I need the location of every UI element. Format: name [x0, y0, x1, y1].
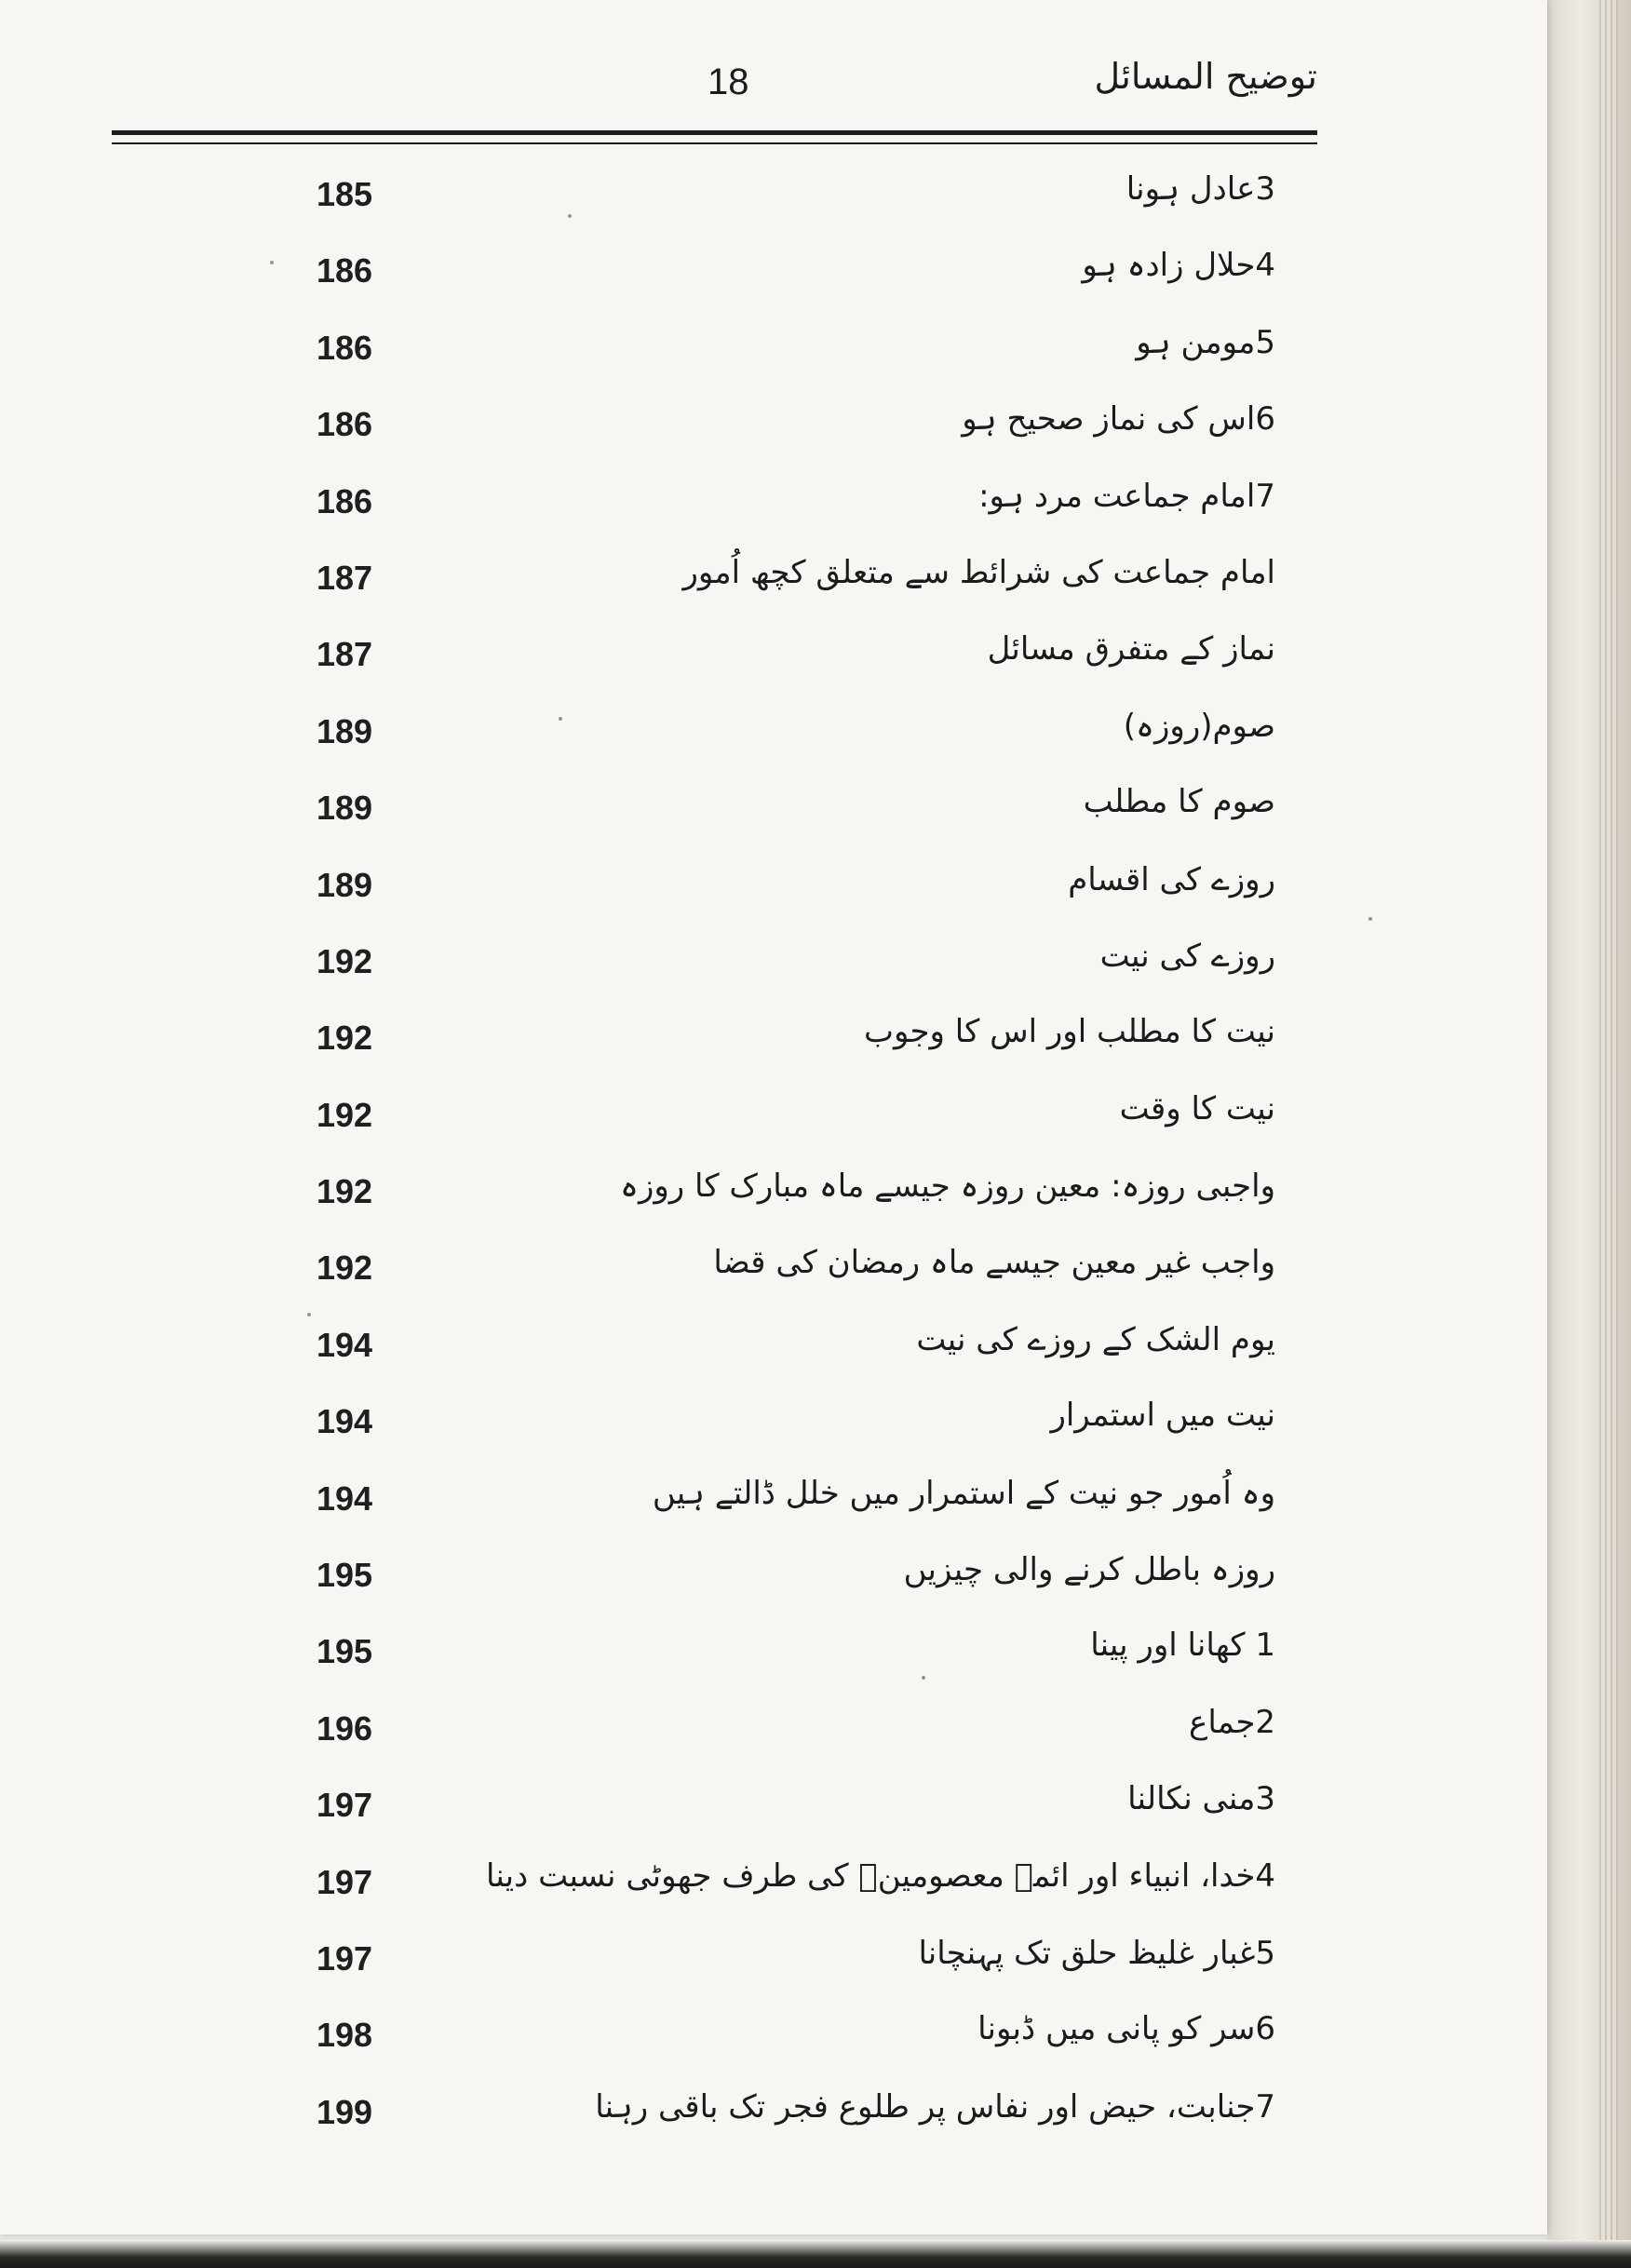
header-rule-thick [112, 130, 1317, 135]
toc-entry-page-number: 189 [317, 865, 373, 904]
toc-entry [317, 1930, 1275, 2006]
scan-speck [270, 261, 274, 264]
toc-entry [317, 396, 1275, 472]
toc-entry-page-number: 194 [317, 1402, 373, 1441]
toc-entry-page-number: 197 [317, 1862, 373, 1901]
toc-entry [317, 1009, 1275, 1086]
toc-entry-title: 2جماع [1189, 1703, 1275, 1741]
toc-entry [317, 242, 1275, 318]
toc-entry-title: 5مومن ہو [1136, 323, 1275, 361]
scan-speck [922, 1676, 925, 1680]
toc-entry-page-number: 192 [317, 1019, 373, 1058]
toc-entry-page-number: 189 [317, 789, 373, 828]
toc-entry [317, 626, 1275, 702]
toc-entry-title: روزہ باطل کرنے والی چیزیں [903, 1551, 1275, 1589]
toc-entry [317, 1239, 1275, 1316]
toc-entry-page-number: 195 [317, 1632, 373, 1671]
toc-entry-page-number: 197 [317, 1938, 373, 1978]
toc-entry [317, 1700, 1275, 1776]
toc-entry [317, 1470, 1275, 1546]
toc-entry-title: نیت میں استمرار [1050, 1397, 1275, 1435]
toc-entry-page-number: 199 [317, 2092, 373, 2131]
toc-entry-page-number: 197 [317, 1786, 373, 1825]
toc-entry [317, 933, 1275, 1009]
toc-entry-title: 3عادل ہونا [1126, 170, 1275, 208]
toc-entry-title: نیت کا وقت [1119, 1089, 1275, 1127]
toc-entry-title: روزے کی نیت [1099, 937, 1275, 975]
toc-entry-title: وہ اُمور جو نیت کے استمرار میں خلل ڈالتے ہیں [652, 1474, 1275, 1512]
toc-entry-title: 4حلال زادہ ہو [1082, 247, 1275, 285]
toc-entry-page-number: 192 [317, 1249, 373, 1288]
toc-entry [317, 319, 1275, 396]
toc-entry-title: 6سر کو پانی میں ڈبونا [977, 2010, 1275, 2048]
toc-entry-page-number: 192 [317, 1095, 373, 1134]
toc-entry [317, 1776, 1275, 1853]
toc-entry-page-number: 186 [317, 328, 373, 367]
page-header [112, 56, 1317, 112]
scan-bottom-edge [0, 2240, 1631, 2268]
toc-entry-title: امام جماعت کی شرائط سے متعلق کچھ اُمور [682, 553, 1275, 591]
toc-entry [317, 1393, 1275, 1469]
header-rule-thin [112, 142, 1317, 144]
scan-speck [559, 717, 562, 721]
toc-entry-title: 4خدا، انبیاء اور ائمہ معصومینؑ کی طرف جھوٹی نسبت دینا [486, 1856, 1275, 1895]
running-title: توضیح المسائل [1094, 56, 1317, 97]
toc-entry-page-number: 194 [317, 1325, 373, 1364]
toc-entry [317, 1087, 1275, 1163]
toc-entry [317, 2006, 1275, 2083]
toc-entry-page-number: 186 [317, 405, 373, 444]
toc-entry-title: 5غبار غلیظ حلق تک پہنچانا [918, 1934, 1275, 1972]
toc-entry-page-number: 192 [317, 941, 373, 980]
toc-entry-page-number: 196 [317, 1708, 373, 1748]
book-edge [1547, 0, 1631, 2268]
toc-entry-page-number: 192 [317, 1172, 373, 1211]
toc-entry-page-number: 186 [317, 251, 373, 290]
toc-entry [317, 1316, 1275, 1393]
scan-speck [568, 214, 572, 218]
scan-speck [307, 1313, 311, 1316]
toc-entry [317, 1623, 1275, 1699]
page-number: 18 [708, 61, 749, 102]
toc-entry [317, 1854, 1275, 1930]
toc-entry-title: واجب غیر معین جیسے ماہ رمضان کی قضا [713, 1244, 1275, 1282]
toc-entry-page-number: 185 [317, 175, 373, 213]
toc-entry [317, 1163, 1275, 1239]
toc-entry [317, 473, 1275, 549]
page-stack-edge [1599, 0, 1618, 2268]
toc-entry-title: روزے کی اقسام [1068, 860, 1275, 898]
toc-entry-page-number: 194 [317, 1478, 373, 1518]
table-of-contents [317, 166, 1275, 2160]
toc-entry-title: نماز کے متفرق مسائل [987, 630, 1275, 668]
toc-entry-page-number: 198 [317, 2016, 373, 2055]
toc-entry-title: صوم(روزہ) [1123, 707, 1275, 745]
toc-entry-title: 7جنابت، حیض اور نفاس پر طلوع فجر تک باقی رہنا [595, 2087, 1275, 2126]
toc-entry-title: صوم کا مطلب [1083, 783, 1275, 821]
toc-entry [317, 857, 1275, 933]
toc-entry [317, 1546, 1275, 1623]
toc-entry-title: 3منی نکالنا [1127, 1780, 1275, 1818]
toc-entry-title: 1 کھانا اور پینا [1090, 1627, 1275, 1665]
toc-entry-page-number: 195 [317, 1556, 373, 1595]
toc-entry-page-number: 187 [317, 558, 373, 597]
toc-entry-page-number: 186 [317, 481, 373, 520]
toc-entry [317, 703, 1275, 779]
toc-entry [317, 549, 1275, 626]
toc-entry-title: یوم الشک کے روزے کی نیت [916, 1320, 1275, 1358]
toc-entry [317, 2084, 1275, 2160]
toc-entry-page-number: 187 [317, 635, 373, 674]
toc-entry [317, 779, 1275, 856]
toc-entry-title: واجبی روزہ: معین روزہ جیسے ماہ مبارک کا روزہ [620, 1168, 1275, 1206]
scan-speck [1368, 917, 1372, 921]
toc-entry-page-number: 189 [317, 711, 373, 750]
toc-entry [317, 166, 1275, 242]
toc-entry-title: 7امام جماعت مرد ہو: [978, 477, 1275, 515]
toc-entry-title: 6اس کی نماز صحیح ہو [962, 400, 1275, 439]
toc-entry-title: نیت کا مطلب اور اس کا وجوب [863, 1013, 1275, 1051]
